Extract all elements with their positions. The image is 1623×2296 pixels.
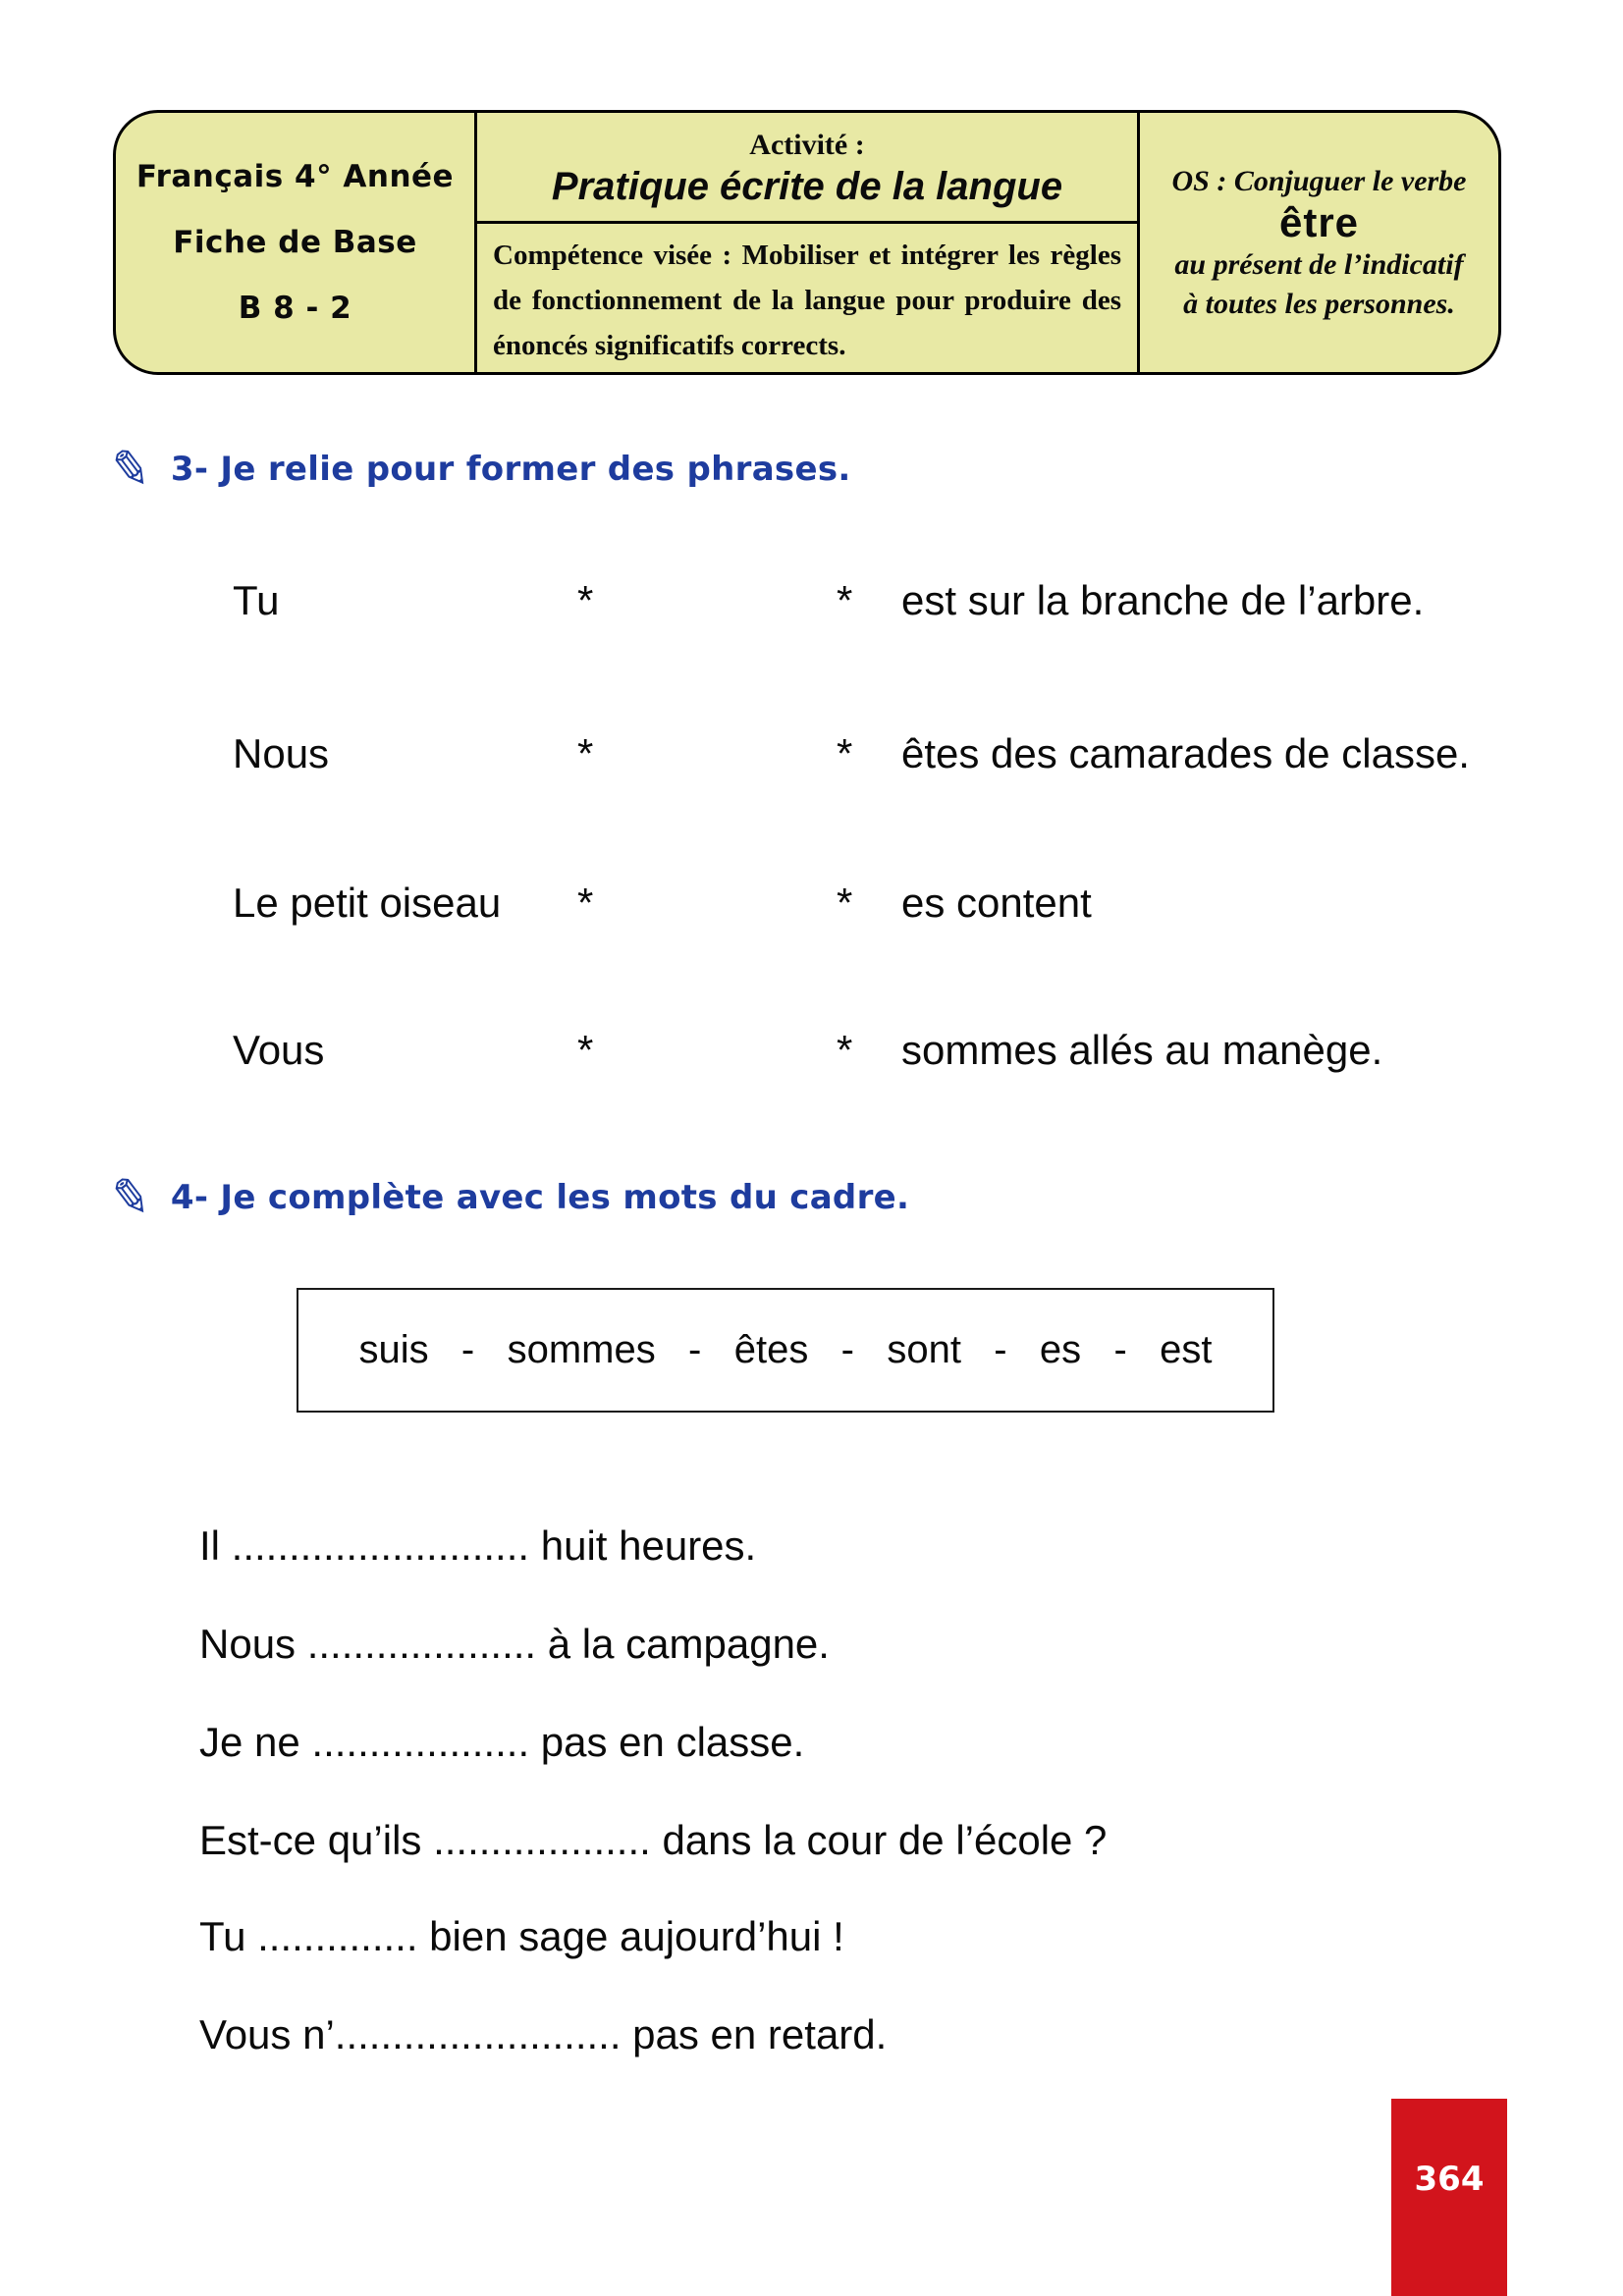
- match-right-item: es content: [901, 880, 1092, 926]
- fill-in-sentence: Nous .................... à la campagne.: [199, 1621, 830, 1667]
- header-activity-cell: [477, 113, 1140, 372]
- match-star-right[interactable]: *: [837, 1027, 853, 1073]
- match-left-item: Le petit oiseau: [233, 880, 502, 926]
- header-course-cell: [116, 113, 477, 372]
- match-star-right[interactable]: *: [837, 577, 853, 623]
- fill-in-sentence: Je ne ................... pas en classe.: [199, 1719, 805, 1765]
- activity-label: Activité :: [749, 129, 865, 161]
- match-right-item: sommes allés au manège.: [901, 1027, 1383, 1073]
- match-star-left[interactable]: *: [577, 1027, 594, 1073]
- course-name: Français 4° Année: [135, 159, 455, 194]
- match-left-item: Tu: [233, 577, 280, 623]
- match-right-item: est sur la branche de l’arbre.: [901, 577, 1425, 623]
- fill-in-sentence: Il .......................... huit heures.: [199, 1522, 757, 1569]
- match-left-item: Nous: [233, 730, 330, 776]
- match-left-item: Vous: [233, 1027, 325, 1073]
- sheet-code: B 8 - 2: [238, 291, 352, 326]
- objective-line-3: à toutes les personnes.: [1183, 287, 1455, 320]
- match-star-right[interactable]: *: [837, 730, 853, 776]
- match-star-left[interactable]: *: [577, 577, 594, 623]
- fill-in-sentence: Vous n’......................... pas en retard.: [199, 2011, 888, 2057]
- exercise3-title-text: 3- Je relie pour former des phrases.: [170, 450, 851, 489]
- match-right-item: êtes des camarades de classe.: [901, 730, 1470, 776]
- pencil-icon: ✎: [106, 1166, 155, 1229]
- header-table: [113, 110, 1501, 375]
- match-row: [0, 575, 1623, 626]
- match-star-left[interactable]: *: [577, 730, 594, 776]
- activity-header: [477, 113, 1137, 224]
- activity-title: Pratique écrite de la langue: [551, 165, 1063, 208]
- match-star-left[interactable]: *: [577, 880, 594, 926]
- match-row: [0, 1025, 1623, 1076]
- page-number-badge: [1391, 2099, 1507, 2296]
- competence-text: Compétence visée : Mobiliser et intégrer les règles de fonctionnement de la langue pour produire des énoncés significatifs corrects.: [493, 240, 1121, 361]
- fill-in-sentence: Est-ce qu’ils ................... dans la cour de l’école ?: [199, 1817, 1108, 1863]
- objective-line-1: OS : Conjuguer le verbe: [1171, 164, 1467, 197]
- page-number: 364: [1414, 2160, 1485, 2199]
- header-objective-cell: [1140, 113, 1498, 372]
- sheet-type: Fiche de Base: [173, 225, 417, 260]
- objective-line-2: au présent de l’indicatif: [1174, 248, 1464, 282]
- exercise4-title-text: 4- Je complète avec les mots du cadre.: [170, 1178, 910, 1217]
- match-row: [0, 728, 1623, 779]
- word-bank-words: suis - sommes - êtes - sont - es - est: [358, 1328, 1213, 1371]
- exercise4-title: [106, 1166, 910, 1229]
- pencil-icon: ✎: [106, 438, 155, 501]
- match-star-right[interactable]: *: [837, 880, 853, 926]
- fill-in-sentence: Tu .............. bien sage aujourd’hui !: [199, 1913, 844, 1959]
- exercise3-title: [106, 438, 851, 501]
- word-bank-box: [297, 1288, 1274, 1413]
- objective-verb: être: [1278, 199, 1360, 246]
- match-row: [0, 878, 1623, 929]
